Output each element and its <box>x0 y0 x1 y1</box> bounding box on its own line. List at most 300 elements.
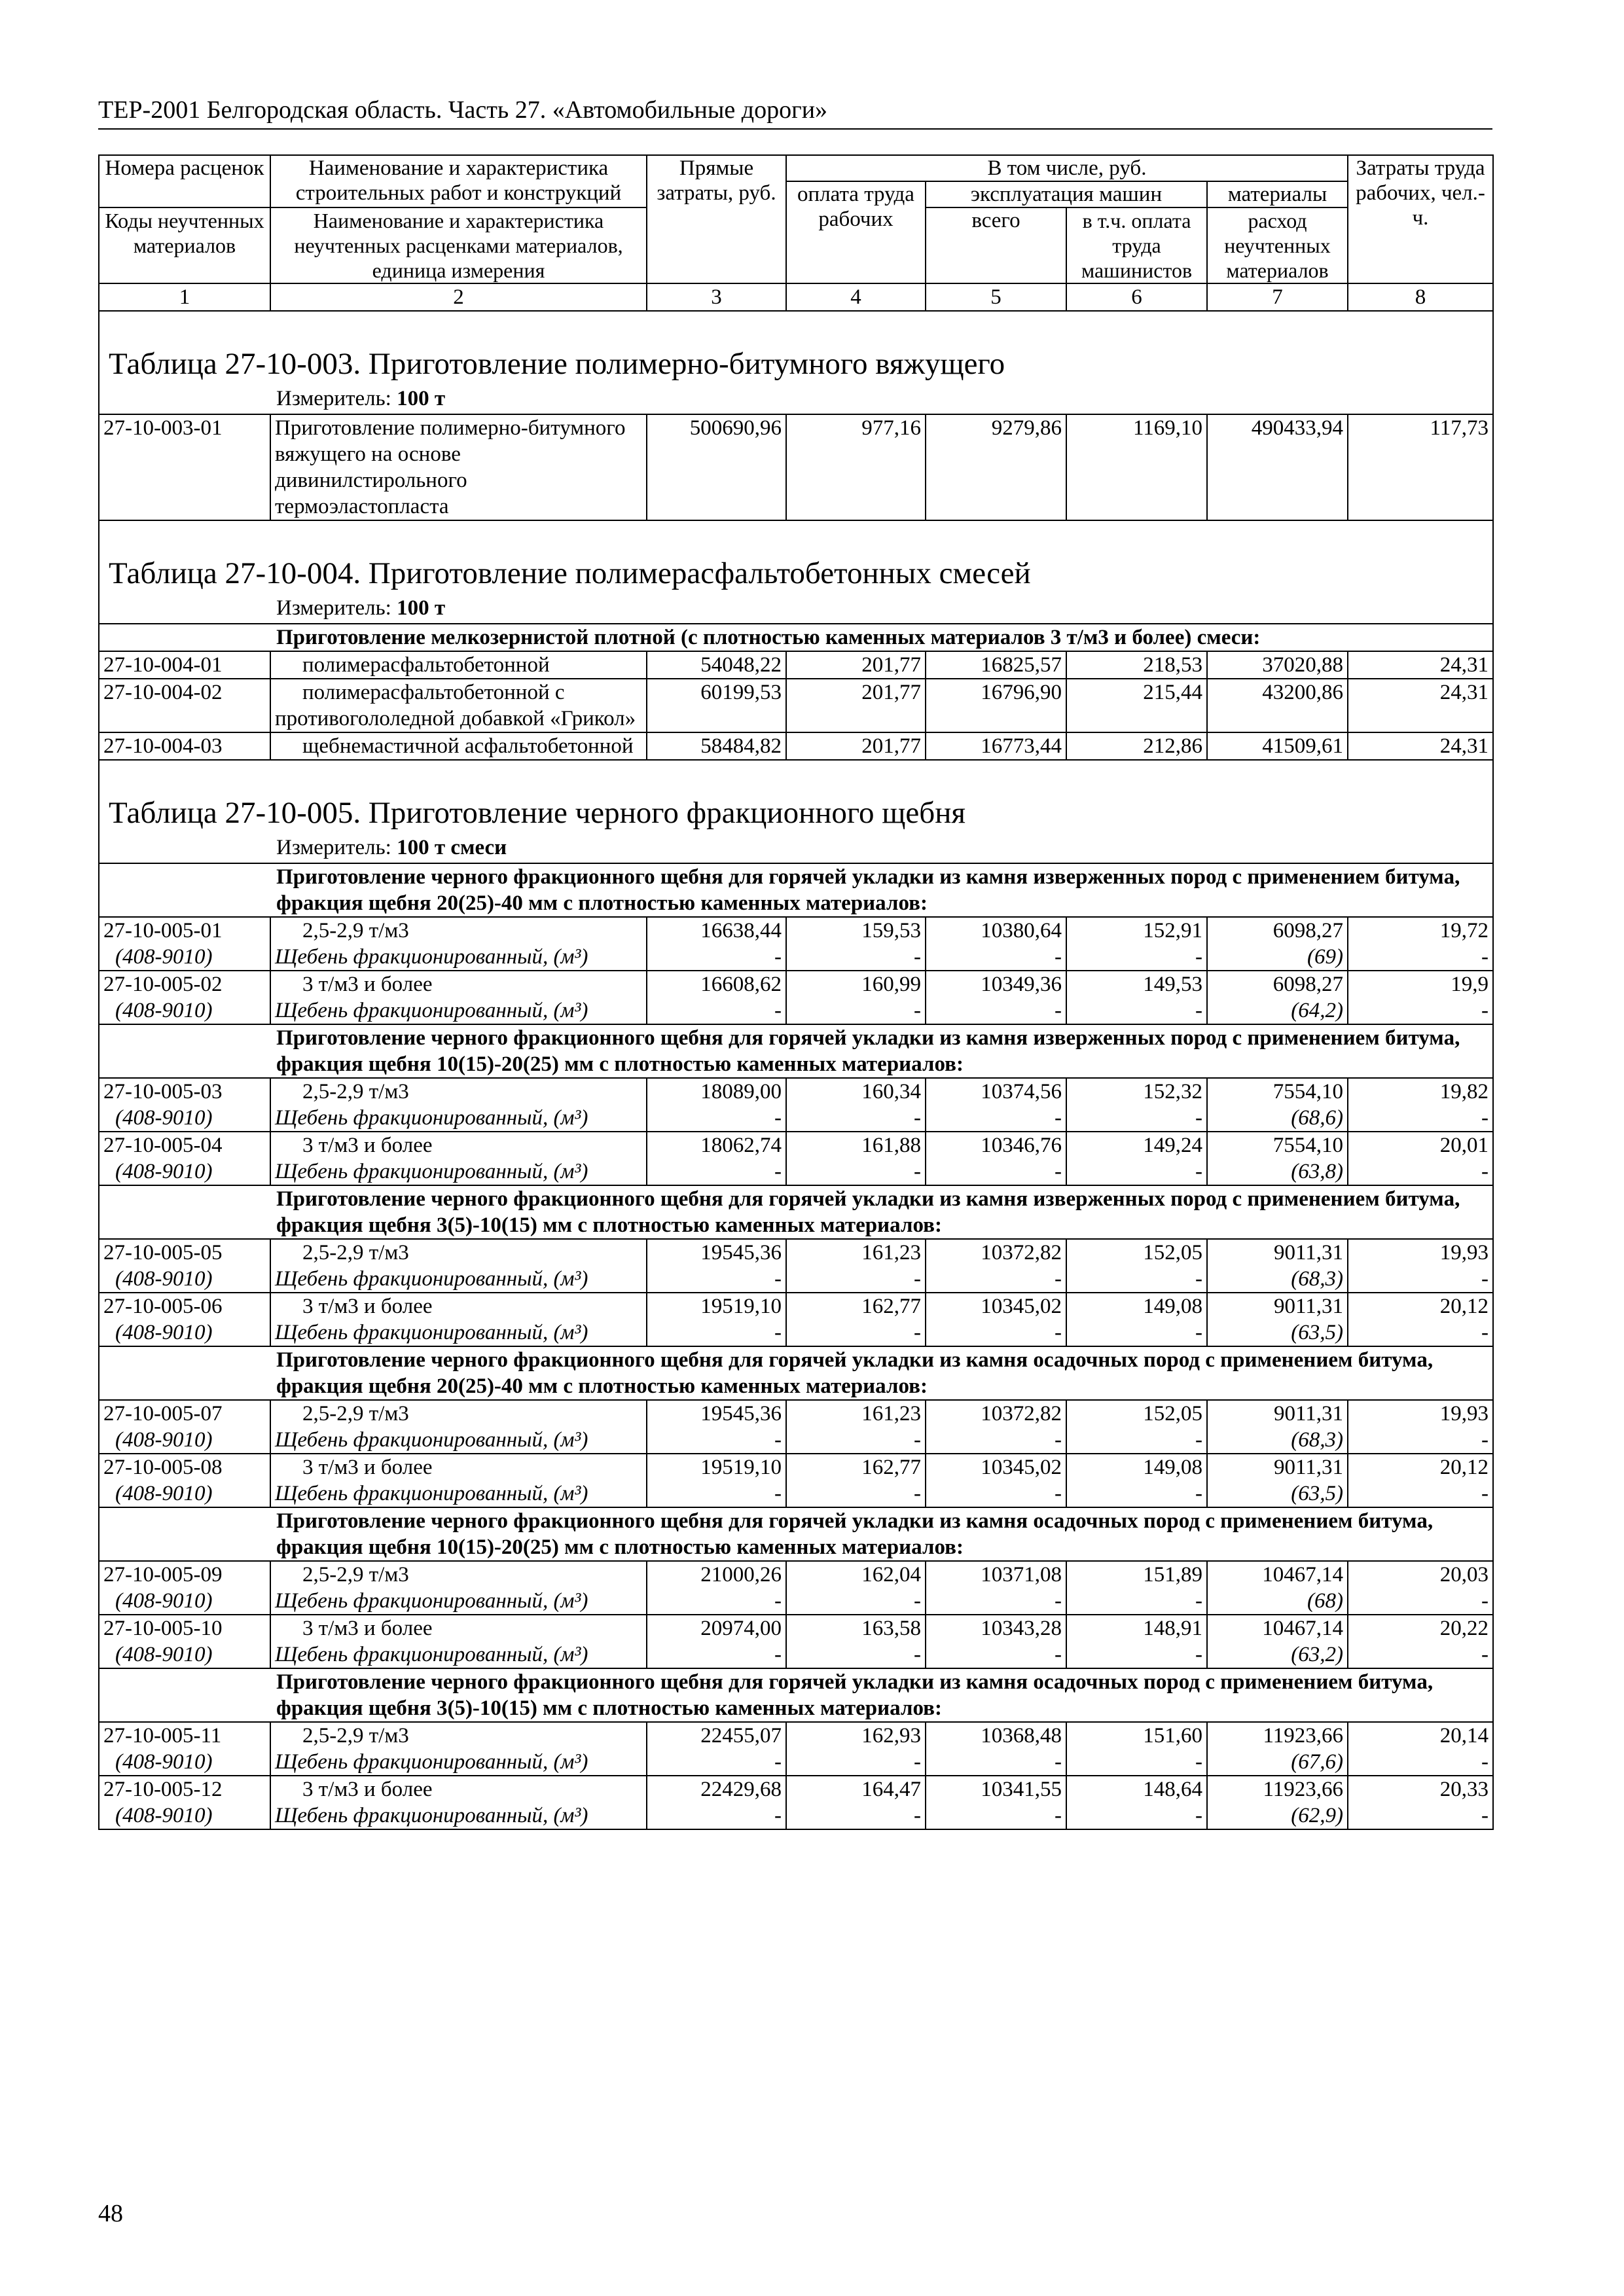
operator-pay: 149,08 <box>1143 1456 1202 1479</box>
materials-cost: 9011,31 <box>1273 1241 1344 1265</box>
dash: - <box>914 1804 921 1827</box>
materials-cost: 9011,31 <box>1273 1456 1344 1479</box>
worker-pay-cell <box>786 1400 926 1454</box>
material-consumption: (64,2) <box>1291 999 1344 1022</box>
table-row <box>99 1454 1493 1507</box>
dash: - <box>914 1589 921 1613</box>
measure-label: Измеритель: <box>276 387 391 410</box>
worker-pay: 162,04 <box>861 1563 921 1587</box>
rate-code: 27-10-004-01 <box>99 651 270 679</box>
material-name: Щебень фракционированный, (м³) <box>275 999 588 1022</box>
machines-total: 10345,02 <box>981 1295 1062 1318</box>
operator-pay-cell <box>1066 1132 1207 1185</box>
operator-pay-cell <box>1066 1561 1207 1615</box>
table-row <box>99 651 1493 679</box>
col-head-operator-pay: в т.ч. оплата труда машинистов <box>1066 207 1207 283</box>
machines-total-cell <box>926 1776 1066 1829</box>
machines-total: 10372,82 <box>981 1402 1062 1426</box>
rate-code-cell <box>99 1561 270 1615</box>
materials-cell <box>1207 917 1348 971</box>
dash: - <box>1195 1482 1202 1505</box>
worker-pay-cell <box>786 1454 926 1507</box>
worker-pay: 162,77 <box>861 1295 921 1318</box>
work-name-cell <box>270 1132 647 1185</box>
group-heading: Приготовление черного фракционного щебня для горячей укладки из камня осадочных пород с применением битума, фракция щебня 10(15)-20(25) мм с плотностью каменных материалов: <box>99 1507 1493 1561</box>
material-code: (408-9010) <box>115 1589 213 1613</box>
machines-total: 10349,36 <box>981 973 1062 996</box>
direct-costs-cell <box>647 1615 786 1668</box>
table-row <box>99 1400 1493 1454</box>
col-head-direct-costs: Прямые затраты, руб. <box>647 155 786 283</box>
work-name: щебнемастичной асфальтобетонной <box>270 732 647 760</box>
worker-pay: 163,58 <box>861 1617 921 1640</box>
table-row <box>99 1561 1493 1615</box>
materials-cell <box>1207 971 1348 1024</box>
operator-pay-cell <box>1066 1615 1207 1668</box>
rate-code-cell <box>99 1239 270 1293</box>
work-name: 3 т/м3 и более <box>302 1295 433 1318</box>
measure-label: Измеритель: <box>276 596 391 620</box>
work-name-cell <box>270 1722 647 1776</box>
dash: - <box>1055 1589 1062 1613</box>
table-head <box>99 155 1493 283</box>
operator-pay: 151,89 <box>1143 1563 1202 1587</box>
operator-pay: 149,24 <box>1143 1134 1202 1157</box>
work-name: 3 т/м3 и более <box>302 1134 433 1157</box>
worker-pay: 164,47 <box>861 1778 921 1801</box>
materials-cost: 10467,14 <box>1262 1617 1344 1640</box>
materials-cost: 11923,66 <box>1263 1778 1344 1801</box>
material-consumption: (63,8) <box>1291 1160 1344 1183</box>
machines-total-cell <box>926 1293 1066 1346</box>
labor-hours-cell <box>1348 1722 1493 1776</box>
work-name: полимерасфальтобетонной с противогололедной добавкой «Грикол» <box>270 679 647 732</box>
direct-costs: 21000,26 <box>700 1563 782 1587</box>
operator-pay: 151,60 <box>1143 1724 1202 1748</box>
operator-pay-cell <box>1066 971 1207 1024</box>
materials-cost: 6098,27 <box>1272 973 1344 996</box>
rate-code: 27-10-005-11 <box>103 1724 222 1748</box>
direct-costs-cell <box>647 971 786 1024</box>
dash: - <box>914 1267 921 1291</box>
group-heading: Приготовление черного фракционного щебня для горячей укладки из камня изверженных пород с применением битума, фракция щебня 10(15)-20(25) мм с плотностью каменных материалов: <box>99 1024 1493 1078</box>
rate-code: 27-10-005-03 <box>103 1080 223 1103</box>
col-head-work-name: Наименование и характеристика строительных работ и конструкций <box>270 155 647 207</box>
column-numbers-row <box>99 283 1493 311</box>
labor-hours: 20,12 <box>1439 1295 1489 1318</box>
col-head-worker-pay: оплата труда рабочих <box>786 181 926 283</box>
rate-code-cell <box>99 1722 270 1776</box>
work-name: полимерасфальтобетонной <box>270 651 647 679</box>
rate-code-cell <box>99 1776 270 1829</box>
dash: - <box>914 1106 921 1130</box>
dash: - <box>1481 999 1489 1022</box>
dash: - <box>774 1750 782 1774</box>
material-code: (408-9010) <box>115 1160 213 1183</box>
col-num: 7 <box>1207 283 1348 311</box>
work-name-cell <box>270 1776 647 1829</box>
materials-cell <box>1207 1293 1348 1346</box>
rate-code: 27-10-005-02 <box>103 973 223 996</box>
material-name: Щебень фракционированный, (м³) <box>275 945 588 969</box>
dash: - <box>1195 1160 1202 1183</box>
labor-hours: 19,9 <box>1451 973 1489 996</box>
table-row <box>99 1615 1493 1668</box>
rate-code: 27-10-005-12 <box>103 1778 223 1801</box>
rate-code: 27-10-005-08 <box>103 1456 223 1479</box>
dash: - <box>914 1482 921 1505</box>
operator-pay: 152,05 <box>1143 1241 1202 1265</box>
materials-cost: 10467,14 <box>1262 1563 1344 1587</box>
dash: - <box>1055 945 1062 969</box>
direct-costs: 18062,74 <box>700 1134 782 1157</box>
machines-total: 10371,08 <box>981 1563 1062 1587</box>
rate-code-cell <box>99 1132 270 1185</box>
direct-costs: 16638,44 <box>700 919 782 942</box>
dash: - <box>774 1589 782 1613</box>
machines-total: 10346,76 <box>981 1134 1062 1157</box>
operator-pay: 1169,10 <box>1066 414 1207 520</box>
rate-code-cell <box>99 917 270 971</box>
dash: - <box>1055 1106 1062 1130</box>
page-number: 48 <box>98 2200 123 2227</box>
material-name: Щебень фракционированный, (м³) <box>275 1643 588 1666</box>
worker-pay: 162,77 <box>861 1456 921 1479</box>
machines-total-cell <box>926 1400 1066 1454</box>
table-row <box>99 1776 1493 1829</box>
rate-code-cell <box>99 1615 270 1668</box>
materials-cost: 6098,27 <box>1272 919 1344 942</box>
material-code: (408-9010) <box>115 1750 213 1774</box>
direct-costs: 500690,96 <box>647 414 786 520</box>
col-num: 2 <box>270 283 647 311</box>
direct-costs: 19545,36 <box>700 1241 782 1265</box>
work-name: 2,5-2,9 т/м3 <box>302 1080 409 1103</box>
operator-pay: 212,86 <box>1066 732 1207 760</box>
labor-hours-cell <box>1348 1132 1493 1185</box>
worker-pay-cell <box>786 1293 926 1346</box>
table-27-10-003 <box>99 311 1493 520</box>
group-heading: Приготовление черного фракционного щебня для горячей укладки из камня изверженных пород с применением битума, фракция щебня 20(25)-40 мм с плотностью каменных материалов: <box>99 863 1493 917</box>
table-row <box>99 679 1493 732</box>
col-head-materials: материалы <box>1207 181 1348 207</box>
labor-hours: 117,73 <box>1348 414 1493 520</box>
machines-total-cell <box>926 1454 1066 1507</box>
table-row <box>99 414 1493 520</box>
direct-costs: 19545,36 <box>700 1402 782 1426</box>
material-name: Щебень фракционированный, (м³) <box>275 1106 588 1130</box>
worker-pay-cell <box>786 1078 926 1132</box>
materials-cell <box>1207 1454 1348 1507</box>
work-name: 2,5-2,9 т/м3 <box>302 1724 409 1748</box>
material-code: (408-9010) <box>115 1106 213 1130</box>
worker-pay: 162,93 <box>861 1724 921 1748</box>
materials-cost: 11923,66 <box>1263 1724 1344 1748</box>
dash: - <box>1481 1750 1489 1774</box>
direct-costs: 20974,00 <box>700 1617 782 1640</box>
machines-total: 10380,64 <box>981 919 1062 942</box>
operator-pay-cell <box>1066 1454 1207 1507</box>
material-code: (408-9010) <box>115 1804 213 1827</box>
dash: - <box>1481 1643 1489 1666</box>
materials-cell <box>1207 1722 1348 1776</box>
worker-pay: 161,23 <box>861 1402 921 1426</box>
work-name: 3 т/м3 и более <box>302 1778 433 1801</box>
machines-total-cell <box>926 1615 1066 1668</box>
operator-pay: 152,05 <box>1143 1402 1202 1426</box>
worker-pay-cell <box>786 1722 926 1776</box>
materials-cost: 7554,10 <box>1272 1080 1344 1103</box>
material-code: (408-9010) <box>115 1321 213 1344</box>
table-row <box>99 971 1493 1024</box>
operator-pay: 149,08 <box>1143 1295 1202 1318</box>
dash: - <box>774 945 782 969</box>
rate-code-cell <box>99 1400 270 1454</box>
materials-cost: 9011,31 <box>1273 1295 1344 1318</box>
dash: - <box>774 999 782 1022</box>
table-row <box>99 732 1493 760</box>
work-name-cell <box>270 1615 647 1668</box>
labor-hours-cell <box>1348 971 1493 1024</box>
worker-pay: 161,88 <box>861 1134 921 1157</box>
worker-pay-cell <box>786 1776 926 1829</box>
operator-pay: 148,64 <box>1143 1778 1202 1801</box>
table-row <box>99 1132 1493 1185</box>
labor-hours-cell <box>1348 1776 1493 1829</box>
rates-table <box>98 154 1494 1830</box>
group-heading: Приготовление черного фракционного щебня для горячей укладки из камня осадочных пород с применением битума, фракция щебня 20(25)-40 мм с плотностью каменных материалов: <box>99 1346 1493 1400</box>
rate-code: 27-10-003-01 <box>99 414 270 520</box>
material-code: (408-9010) <box>115 999 213 1022</box>
direct-costs-cell <box>647 917 786 971</box>
table-row <box>99 1239 1493 1293</box>
material-code: (408-9010) <box>115 1482 213 1505</box>
operator-pay-cell <box>1066 1400 1207 1454</box>
dash: - <box>1481 945 1489 969</box>
dash: - <box>1481 1482 1489 1505</box>
direct-costs-cell <box>647 1078 786 1132</box>
direct-costs: 58484,82 <box>647 732 786 760</box>
worker-pay-cell <box>786 1615 926 1668</box>
materials-cell <box>1207 1561 1348 1615</box>
rate-code: 27-10-005-01 <box>103 919 223 942</box>
rate-code: 27-10-005-07 <box>103 1402 223 1426</box>
materials-cost: 41509,61 <box>1207 732 1348 760</box>
direct-costs-cell <box>647 1293 786 1346</box>
dash: - <box>1195 1589 1202 1613</box>
dash: - <box>1195 945 1202 969</box>
rate-code: 27-10-005-06 <box>103 1295 223 1318</box>
machines-total: 16773,44 <box>926 732 1066 760</box>
work-name-cell <box>270 1400 647 1454</box>
dash: - <box>914 1321 921 1344</box>
machines-total-cell <box>926 971 1066 1024</box>
direct-costs: 19519,10 <box>700 1295 782 1318</box>
dash: - <box>1481 1804 1489 1827</box>
table-row <box>99 1722 1493 1776</box>
rate-code: 27-10-005-10 <box>103 1617 223 1640</box>
measure-line <box>99 833 1493 863</box>
materials-cell <box>1207 1776 1348 1829</box>
worker-pay: 161,23 <box>861 1241 921 1265</box>
material-consumption: (63,2) <box>1291 1643 1344 1666</box>
col-head-machines-total: всего <box>926 207 1066 283</box>
measure-line <box>99 593 1493 624</box>
labor-hours: 20,22 <box>1439 1617 1489 1640</box>
work-name-cell <box>270 1561 647 1615</box>
direct-costs: 18089,00 <box>700 1080 782 1103</box>
dash: - <box>774 1428 782 1452</box>
direct-costs: 22429,68 <box>700 1778 782 1801</box>
labor-hours: 19,82 <box>1439 1080 1489 1103</box>
worker-pay: 160,34 <box>861 1080 921 1103</box>
materials-cell <box>1207 1078 1348 1132</box>
material-consumption: (63,5) <box>1291 1482 1344 1505</box>
direct-costs-cell <box>647 1400 786 1454</box>
machines-total: 10341,55 <box>981 1778 1062 1801</box>
direct-costs: 16608,62 <box>700 973 782 996</box>
table-row <box>99 1293 1493 1346</box>
labor-hours-cell <box>1348 1293 1493 1346</box>
dash: - <box>1481 1321 1489 1344</box>
operator-pay-cell <box>1066 1078 1207 1132</box>
dash: - <box>1195 999 1202 1022</box>
worker-pay: 160,99 <box>861 973 921 996</box>
material-name: Щебень фракционированный, (м³) <box>275 1482 588 1505</box>
labor-hours-cell <box>1348 1615 1493 1668</box>
dash: - <box>914 1643 921 1666</box>
work-name-cell <box>270 917 647 971</box>
measure-value: 100 т смеси <box>397 836 507 859</box>
material-consumption: (69) <box>1307 945 1344 969</box>
material-consumption: (62,9) <box>1291 1804 1344 1827</box>
labor-hours: 20,03 <box>1439 1563 1489 1587</box>
material-code: (408-9010) <box>115 1267 213 1291</box>
labor-hours-cell <box>1348 1400 1493 1454</box>
machines-total-cell <box>926 917 1066 971</box>
direct-costs: 60199,53 <box>647 679 786 732</box>
direct-costs: 22455,07 <box>700 1724 782 1748</box>
labor-hours: 19,72 <box>1439 919 1489 942</box>
machines-total-cell <box>926 1561 1066 1615</box>
materials-cost: 490433,94 <box>1207 414 1348 520</box>
col-num: 5 <box>926 283 1066 311</box>
dash: - <box>1195 1106 1202 1130</box>
section-title: Таблица 27-10-005. Приготовление черного фракционного щебня <box>99 760 1493 833</box>
work-name: 2,5-2,9 т/м3 <box>302 1402 409 1426</box>
work-name-cell <box>270 1293 647 1346</box>
operator-pay: 215,44 <box>1066 679 1207 732</box>
rate-code-cell <box>99 971 270 1024</box>
work-name: 2,5-2,9 т/м3 <box>302 1563 409 1587</box>
labor-hours: 20,12 <box>1439 1456 1489 1479</box>
worker-pay-cell <box>786 917 926 971</box>
material-consumption: (68,6) <box>1291 1106 1344 1130</box>
material-name: Щебень фракционированный, (м³) <box>275 1589 588 1613</box>
dash: - <box>1195 1267 1202 1291</box>
labor-hours: 24,31 <box>1348 732 1493 760</box>
material-consumption: (68,3) <box>1291 1267 1344 1291</box>
dash: - <box>1195 1428 1202 1452</box>
dash: - <box>914 1750 921 1774</box>
direct-costs: 54048,22 <box>647 651 786 679</box>
direct-costs: 19519,10 <box>700 1456 782 1479</box>
dash: - <box>774 1643 782 1666</box>
operator-pay-cell <box>1066 1239 1207 1293</box>
work-name-cell <box>270 971 647 1024</box>
dash: - <box>1055 1750 1062 1774</box>
dash: - <box>1481 1428 1489 1452</box>
table-27-10-004 <box>99 520 1493 760</box>
operator-pay: 152,32 <box>1143 1080 1202 1103</box>
section-title: Таблица 27-10-003. Приготовление полимерно-битумного вяжущего <box>99 311 1493 384</box>
labor-hours: 20,33 <box>1439 1778 1489 1801</box>
dash: - <box>1055 1482 1062 1505</box>
operator-pay-cell <box>1066 1293 1207 1346</box>
materials-cell <box>1207 1239 1348 1293</box>
col-num: 3 <box>647 283 786 311</box>
col-head-material-codes: Коды неучтенных материалов <box>99 207 270 283</box>
dash: - <box>914 999 921 1022</box>
dash: - <box>774 1804 782 1827</box>
rates-table-wrapper <box>98 154 1492 1830</box>
rate-code: 27-10-004-02 <box>99 679 270 732</box>
work-name: Приготовление полимерно-битумного вяжущего на основе дивинилстирольного термоэластопласта <box>270 414 647 520</box>
rate-code-cell <box>99 1454 270 1507</box>
table-27-10-005 <box>99 760 1493 1829</box>
measure-label: Измеритель: <box>276 836 391 859</box>
dash: - <box>914 1160 921 1183</box>
dash: - <box>1195 1643 1202 1666</box>
material-consumption: (68) <box>1307 1589 1344 1613</box>
labor-hours: 24,31 <box>1348 679 1493 732</box>
col-num: 1 <box>99 283 270 311</box>
col-num: 6 <box>1066 283 1207 311</box>
work-name: 3 т/м3 и более <box>302 1617 433 1640</box>
material-name: Щебень фракционированный, (м³) <box>275 1428 588 1452</box>
materials-cost: 37020,88 <box>1207 651 1348 679</box>
dash: - <box>1055 1428 1062 1452</box>
dash: - <box>774 1106 782 1130</box>
table-row <box>99 917 1493 971</box>
rate-code-cell <box>99 1078 270 1132</box>
rate-code: 27-10-005-05 <box>103 1241 223 1265</box>
dash: - <box>1481 1160 1489 1183</box>
labor-hours: 19,93 <box>1439 1402 1489 1426</box>
labor-hours: 24,31 <box>1348 651 1493 679</box>
material-code: (408-9010) <box>115 945 213 969</box>
operator-pay-cell <box>1066 917 1207 971</box>
measure-value: 100 т <box>397 596 446 620</box>
work-name-cell <box>270 1239 647 1293</box>
machines-total: 10343,28 <box>981 1617 1062 1640</box>
measure-value: 100 т <box>397 387 446 410</box>
group-heading: Приготовление черного фракционного щебня для горячей укладки из камня изверженных пород с применением битума, фракция щебня 3(5)-10(15) мм с плотностью каменных материалов: <box>99 1185 1493 1239</box>
work-name: 2,5-2,9 т/м3 <box>302 919 409 942</box>
materials-cell <box>1207 1400 1348 1454</box>
operator-pay: 149,53 <box>1143 973 1202 996</box>
material-name: Щебень фракционированный, (м³) <box>275 1750 588 1774</box>
dash: - <box>1481 1267 1489 1291</box>
labor-hours-cell <box>1348 1454 1493 1507</box>
machines-total: 10374,56 <box>981 1080 1062 1103</box>
dash: - <box>914 1428 921 1452</box>
direct-costs-cell <box>647 1561 786 1615</box>
material-code: (408-9010) <box>115 1428 213 1452</box>
running-header: ТЕР-2001 Белгородская область. Часть 27. «Автомобильные дороги» <box>98 92 1492 130</box>
direct-costs-cell <box>647 1239 786 1293</box>
dash: - <box>774 1482 782 1505</box>
